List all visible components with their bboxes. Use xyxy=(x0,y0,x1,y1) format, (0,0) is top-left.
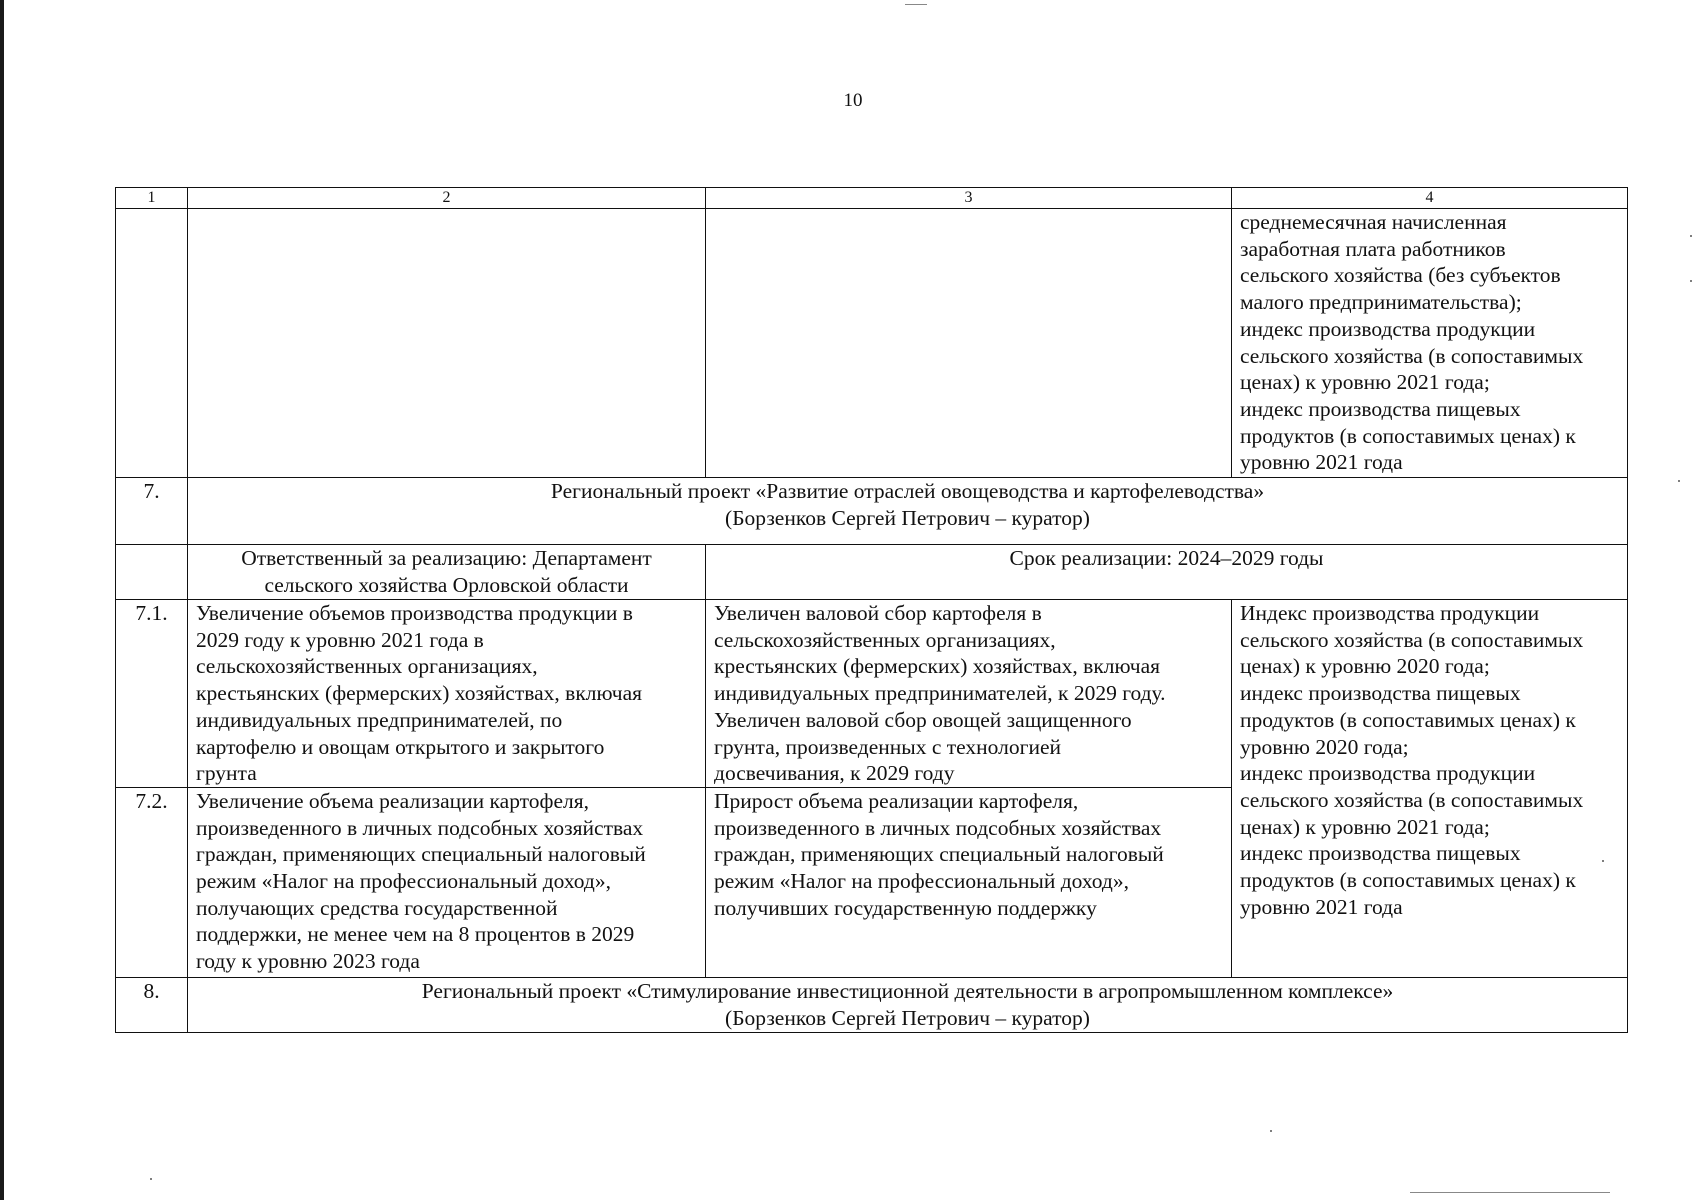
indicator-line: уровню 2021 года xyxy=(1240,894,1403,919)
result-line: получивших государственную поддержку xyxy=(714,895,1097,920)
indicator-line: индекс производства пищевых xyxy=(1240,841,1521,866)
indicator-line: ценах) к уровню 2020 года; xyxy=(1240,654,1490,679)
result-line: крестьянских (фермерских) хозяйствах, включая xyxy=(714,654,1160,679)
task-line: Увеличение объемов производства продукции в xyxy=(196,601,633,625)
column-number-3: 3 xyxy=(706,188,1232,209)
indicator-line: Индекс производства продукции xyxy=(1240,601,1540,625)
result-line: Прирост объема реализации картофеля, xyxy=(714,788,1079,813)
scan-mark xyxy=(150,1178,152,1180)
result-line: индивидуальных предпринимателей, к 2029 году. xyxy=(714,681,1166,706)
section-8-curator-line: (Борзенков Сергей Петрович – куратор) xyxy=(725,1005,1090,1030)
section-7-responsible xyxy=(188,545,706,600)
indicator-line: сельского хозяйства (без субъектов xyxy=(1240,263,1561,288)
continuation-number-cell xyxy=(116,209,188,478)
section-8-title-line: Региональный проект «Стимулирование инвестиционной деятельности в агропромышленном комплексе» xyxy=(421,978,1394,1003)
column-number-4: 4 xyxy=(1232,188,1628,209)
indicator-line: уровню 2021 года xyxy=(1240,450,1403,475)
scan-mark xyxy=(1602,860,1604,862)
scan-mark xyxy=(1270,1130,1272,1132)
scan-mark xyxy=(1410,1192,1610,1193)
row-7-1-result xyxy=(706,600,1232,788)
task-line: поддержки, не менее чем на 8 процентов в 2029 xyxy=(196,922,635,947)
section-7-term: Срок реализации: 2024–2029 годы xyxy=(706,545,1628,600)
task-line: режим «Налог на профессиональный доход», xyxy=(196,869,611,894)
indicator-line: продуктов (в сопоставимых ценах) к xyxy=(1240,868,1576,893)
task-line: году к уровню 2023 года xyxy=(196,949,420,974)
indicator-line: заработная плата работников xyxy=(1240,236,1506,261)
row-7-1 xyxy=(116,600,1628,788)
section-7-meta-row xyxy=(116,545,1628,600)
task-line: произведенного в личных подсобных хозяйствах xyxy=(196,815,644,840)
task-line: картофелю и овощам открытого и закрытого xyxy=(196,734,605,759)
task-line: 2029 году к уровню 2021 года в xyxy=(196,627,484,652)
indicator-line: малого предпринимательства); xyxy=(1240,290,1522,315)
row-7-1-number: 7.1. xyxy=(116,600,188,788)
result-line: сельскохозяйственных организациях, xyxy=(714,627,1056,652)
indicator-line: продуктов (в сопоставимых ценах) к xyxy=(1240,423,1576,448)
section-8-header-row xyxy=(116,977,1628,1032)
scan-left-edge xyxy=(0,0,4,1200)
row-7-2-number: 7.2. xyxy=(116,787,188,977)
indicator-line: индекс производства продукции xyxy=(1240,316,1536,341)
page-number: 10 xyxy=(843,90,863,111)
program-table xyxy=(115,187,1628,1033)
section-7-title-line: Региональный проект «Развитие отраслей овощеводства и картофелеводства» xyxy=(550,479,1265,503)
scan-mark xyxy=(1690,280,1692,282)
task-line: сельскохозяйственных организациях, xyxy=(196,654,538,679)
scan-mark xyxy=(1690,235,1692,237)
task-line: граждан, применяющих специальный налоговый xyxy=(196,842,646,867)
section-7-curator-line: (Борзенков Сергей Петрович – куратор) xyxy=(725,505,1090,530)
continuation-col3-cell xyxy=(706,209,1232,478)
column-number-2: 2 xyxy=(188,188,706,209)
continuation-row xyxy=(116,209,1628,478)
indicator-line: индекс производства пищевых xyxy=(1240,396,1521,421)
result-line: Увеличен валовой сбор овощей защищенного xyxy=(714,707,1132,732)
indicator-line: среднемесячная начисленная xyxy=(1240,210,1507,234)
section-7-number: 7. xyxy=(116,478,188,545)
section-7-header-row xyxy=(116,478,1628,545)
responsible-line: сельского хозяйства Орловской области xyxy=(264,572,629,597)
section-7-meta-number-cell xyxy=(116,545,188,600)
indicator-line: индекс производства пищевых xyxy=(1240,681,1521,706)
result-line: грунта, произведенных с технологией xyxy=(714,734,1061,759)
result-line: режим «Налог на профессиональный доход», xyxy=(714,869,1129,894)
responsible-line: Ответственный за реализацию: Департамент xyxy=(241,546,652,570)
scan-mark xyxy=(1678,480,1680,482)
indicator-line: уровню 2020 года; xyxy=(1240,734,1409,759)
indicator-line: продуктов (в сопоставимых ценах) к xyxy=(1240,707,1576,732)
section-8-title xyxy=(188,977,1628,1032)
result-line: произведенного в личных подсобных хозяйствах xyxy=(714,815,1162,840)
continuation-indicators-cell xyxy=(1232,209,1628,478)
task-line: Увеличение объема реализации картофеля, xyxy=(196,788,589,813)
continuation-col2-cell xyxy=(188,209,706,478)
row-7-2-task xyxy=(188,787,706,977)
indicator-line: ценах) к уровню 2021 года; xyxy=(1240,814,1490,839)
result-line: Увеличен валовой сбор картофеля в xyxy=(714,601,1042,625)
task-line: грунта xyxy=(196,761,257,786)
result-line: досвечивания, к 2029 году xyxy=(714,761,955,786)
scan-mark xyxy=(905,4,927,5)
indicator-line: сельского хозяйства (в сопоставимых xyxy=(1240,627,1584,652)
section-8-number: 8. xyxy=(116,977,188,1032)
indicator-line: индекс производства продукции xyxy=(1240,761,1536,786)
section-7-title xyxy=(188,478,1628,545)
indicator-line: сельского хозяйства (в сопоставимых xyxy=(1240,343,1584,368)
task-line: индивидуальных предпринимателей, по xyxy=(196,707,563,732)
task-line: крестьянских (фермерских) хозяйствах, включая xyxy=(196,681,642,706)
indicator-line: ценах) к уровню 2021 года; xyxy=(1240,370,1490,395)
row-7-1-task xyxy=(188,600,706,788)
result-line: граждан, применяющих специальный налоговый xyxy=(714,842,1164,867)
row-7-2-result xyxy=(706,787,1232,977)
column-number-1: 1 xyxy=(116,188,188,209)
indicator-line: сельского хозяйства (в сопоставимых xyxy=(1240,787,1584,812)
task-line: получающих средства государственной xyxy=(196,895,558,920)
rows-7-indicators xyxy=(1232,600,1628,978)
column-number-row xyxy=(116,188,1628,209)
